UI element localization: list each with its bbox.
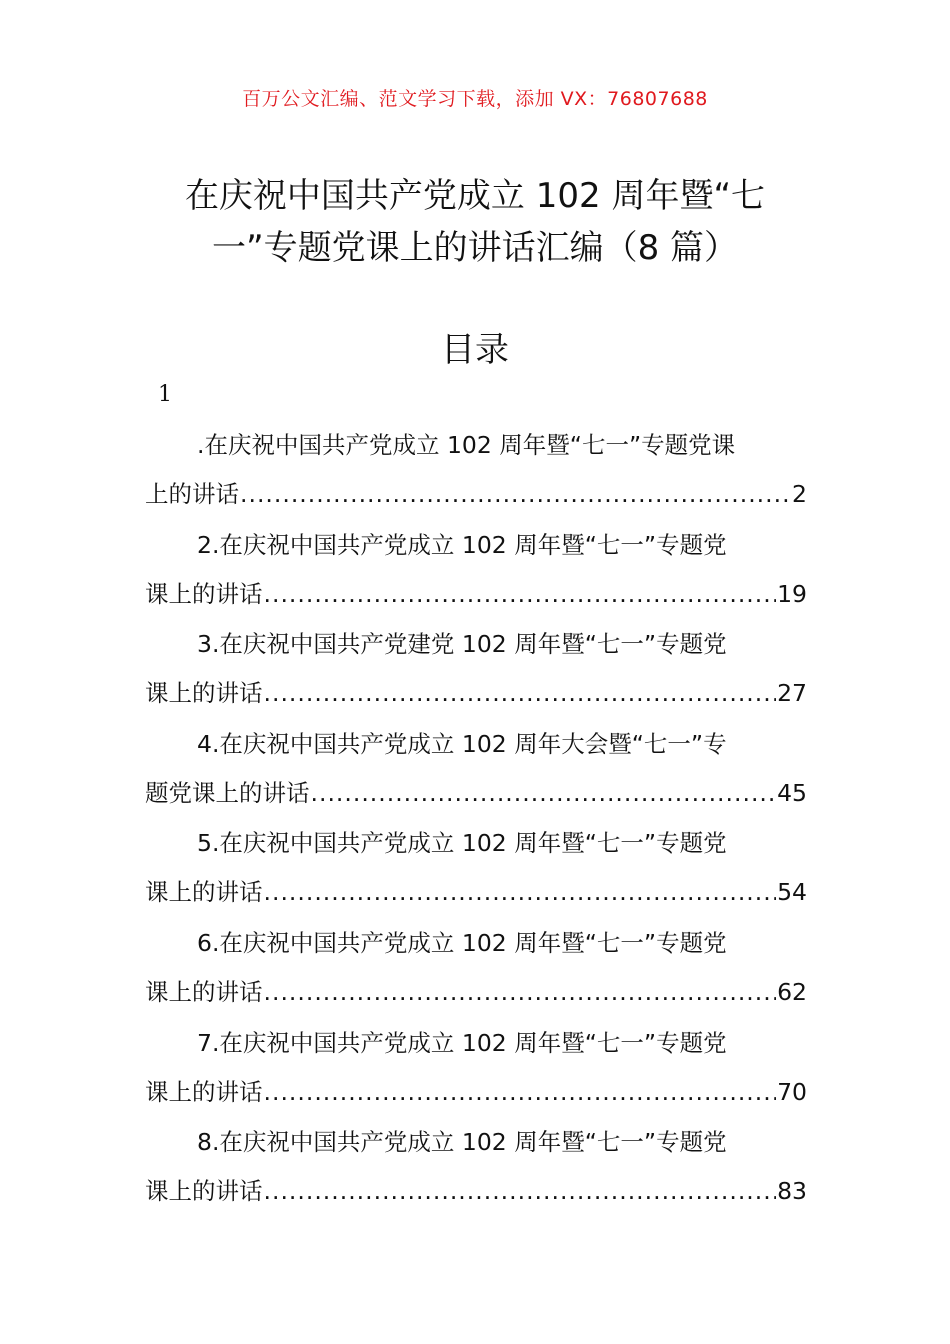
- toc-entry-continuation: [145, 1068, 807, 1117]
- toc-dot-leader: [311, 769, 777, 818]
- toc-entry-title-end: 课上的讲话: [145, 977, 263, 1006]
- toc-entry-continuation: [145, 968, 807, 1017]
- toc-entry-8[interactable]: [145, 1117, 807, 1217]
- toc-page-number: 62: [777, 977, 807, 1006]
- toc-dot-leader: [264, 1167, 777, 1216]
- toc-entry-1[interactable]: [145, 420, 807, 520]
- toc-entry-title-end: 课上的讲话: [145, 1077, 263, 1106]
- toc-entry-title: 4.在庆祝中国共产党成立 102 周年大会暨“七一”专: [197, 729, 727, 758]
- toc-page-number: 54: [777, 878, 807, 907]
- toc-entry-7[interactable]: [145, 1018, 807, 1118]
- toc-entry-title: 2.在庆祝中国共产党成立 102 周年暨“七一”专题党: [197, 530, 727, 559]
- toc-list: [145, 420, 807, 1217]
- toc-dot-leader: [264, 968, 777, 1017]
- toc-entry-title-end: 课上的讲话: [145, 878, 263, 907]
- toc-entry-2[interactable]: [145, 520, 807, 620]
- toc-entry-title-end: 上的讲话: [145, 480, 239, 508]
- toc-page-number: 19: [777, 579, 807, 608]
- toc-page-number: 70: [777, 1077, 807, 1106]
- toc-dot-leader: [264, 1068, 777, 1117]
- toc-stray-number: 1: [158, 382, 172, 407]
- toc-entry-title: 8.在庆祝中国共产党成立 102 周年暨“七一”专题党: [197, 1128, 727, 1157]
- toc-entry-4[interactable]: [145, 719, 807, 819]
- toc-heading: 目录: [441, 330, 509, 370]
- toc-entry-title: 7.在庆祝中国共产党成立 102 周年暨“七一”专题党: [197, 1028, 727, 1057]
- toc-entry-title: 5.在庆祝中国共产党成立 102 周年暨“七一”专题党: [197, 829, 727, 858]
- toc-entry-title-end: 题党课上的讲话: [145, 778, 310, 807]
- toc-page-number: 45: [777, 778, 807, 807]
- toc-entry-title-end: 课上的讲话: [145, 1177, 263, 1206]
- toc-entry-continuation: [145, 1167, 807, 1216]
- toc-dot-leader: [264, 570, 777, 619]
- toc-page-number: 2: [792, 480, 807, 508]
- toc-entry-title-end: 课上的讲话: [145, 679, 263, 708]
- toc-page-number: 27: [777, 679, 807, 708]
- toc-entry-continuation: [145, 669, 807, 718]
- toc-entry-3[interactable]: [145, 619, 807, 719]
- toc-entry-title: 6.在庆祝中国共产党成立 102 周年暨“七一”专题党: [197, 928, 727, 957]
- toc-entry-continuation: [145, 470, 807, 519]
- toc-entry-title-end: 课上的讲话: [145, 579, 263, 608]
- toc-entry-5[interactable]: [145, 818, 807, 918]
- toc-entry-continuation: [145, 570, 807, 619]
- toc-entry-continuation: [145, 868, 807, 917]
- toc-entry-title: 3.在庆祝中国共产党建党 102 周年暨“七一”专题党: [197, 630, 727, 659]
- toc-page-number: 83: [777, 1177, 807, 1206]
- toc-entry-title: .在庆祝中国共产党成立 102 周年暨“七一”专题党课: [197, 431, 736, 459]
- toc-dot-leader: [264, 868, 777, 917]
- document-title: 在庆祝中国共产党成立 102 周年暨“七一”专题党课上的讲话汇编（8 篇）: [184, 176, 766, 268]
- toc-entry-continuation: [145, 769, 807, 818]
- toc-entry-6[interactable]: [145, 918, 807, 1018]
- toc-dot-leader: [240, 470, 791, 519]
- toc-dot-leader: [264, 669, 777, 718]
- header-watermark-note: 百万公文汇编、范文学习下载，添加 VX：76807688: [242, 88, 708, 110]
